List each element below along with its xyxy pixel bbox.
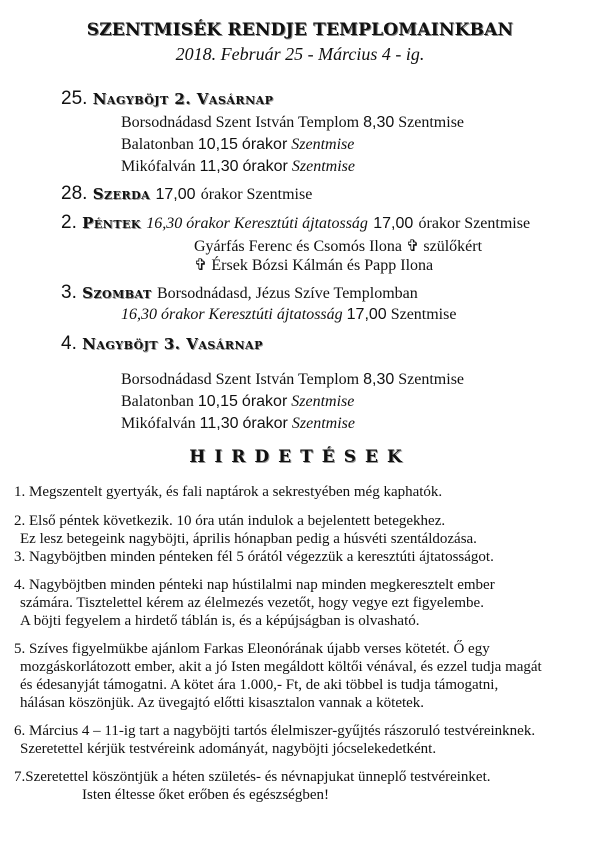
intention-suffix: szülőkért bbox=[423, 238, 483, 255]
place: Borsodnádasd Szent István Templom bbox=[121, 371, 360, 388]
day-heading-sunday-1 bbox=[61, 88, 273, 110]
location: Borsodnádasd, Jézus Szíve Templomban bbox=[156, 285, 418, 302]
day-heading-sunday-2 bbox=[61, 333, 263, 355]
announcement-5: 5. Szíves figyelmükbe ajánlom Farkas Eleonórának újabb verses kötetét. Ő egy bbox=[14, 641, 490, 657]
announcement-7-cont: Isten éltesse őket erőben és egészségben! bbox=[82, 787, 329, 803]
announcement-5-cont: mozgáskorlátozott ember, akit a jó Isten megáldott költői vénával, és ezzel tudja magát bbox=[20, 659, 542, 675]
announcement-2-cont: Ez lesz betegeink nagyböjti, április hónapban pedig a húsvéti szentáldozása. bbox=[20, 531, 477, 547]
time-unit: órakor bbox=[241, 136, 288, 153]
time-unit: órakor bbox=[241, 393, 288, 410]
time: 11,30 bbox=[199, 158, 239, 175]
day-name: Szombat bbox=[82, 284, 152, 302]
mass-label: Szentmise bbox=[390, 306, 457, 323]
intention-line bbox=[194, 236, 482, 256]
intention-names: Gyárfás Ferenc és Csomós Ilona bbox=[194, 238, 402, 255]
day-name: Nagyböjt 2. Vasárnap bbox=[92, 90, 274, 108]
announcement-1: 1. Megszentelt gyertyák, és fali naptárok a sekrestyében még kaphatók. bbox=[14, 484, 443, 500]
time: 17,00 bbox=[373, 215, 414, 232]
cross-icon: ✞ bbox=[405, 238, 420, 255]
mass-label: Szentmise bbox=[291, 415, 355, 432]
mass-label: órakor Szentmise bbox=[418, 215, 531, 232]
day-heading-wednesday bbox=[61, 183, 312, 205]
day-number: 4. bbox=[61, 333, 77, 354]
day-number: 2. bbox=[61, 212, 77, 233]
mass-line bbox=[121, 114, 464, 132]
time: 10,15 bbox=[197, 136, 238, 153]
time: 8,30 bbox=[363, 114, 395, 131]
time: 10,15 bbox=[197, 393, 238, 410]
mass-label: Szentmise bbox=[398, 114, 465, 131]
mass-line bbox=[121, 415, 355, 433]
announcements-heading: HIRDETÉSEK bbox=[189, 447, 411, 467]
place: Balatonban bbox=[121, 136, 194, 153]
mass-label: Szentmise bbox=[398, 371, 465, 388]
mass-label: Szentmise bbox=[291, 136, 355, 153]
place: Balatonban bbox=[121, 393, 194, 410]
time-unit: órakor bbox=[242, 158, 288, 175]
time-unit: órakor bbox=[242, 415, 288, 432]
day-heading-saturday bbox=[61, 282, 418, 304]
day-name: Péntek bbox=[82, 214, 141, 232]
announcement-4-cont: számára. Tisztelettel kérem az élelmezés vezetőt, hogy vegye ezt figyelembe. bbox=[20, 595, 484, 611]
announcement-5-cont: hálásan köszönjük. Az üvegajtó előtti kisasztalon vannak a kötetek. bbox=[20, 695, 425, 711]
stations-of-cross: 16,30 órakor Keresztúti ájtatosság bbox=[146, 215, 368, 232]
mass-label: Szentmise bbox=[291, 393, 355, 410]
announcement-4: 4. Nagyböjtben minden pénteki nap hústilalmi nap minden megkeresztelt ember bbox=[14, 577, 495, 593]
date-range: 2018. Február 25 - Március 4 - ig. bbox=[175, 44, 425, 64]
place: Mikófalván bbox=[121, 158, 196, 175]
day-name: Szerda bbox=[92, 185, 151, 203]
announcement-2: 2. Első péntek következik. 10 óra után indulok a bejelentett betegekhez. bbox=[14, 513, 446, 529]
day-heading-friday bbox=[61, 212, 530, 234]
announcement-6: 6. Március 4 – 11-ig tart a nagyböjti tartós élelmiszer-gyűjtés rászoruló testvéreinknek. bbox=[14, 723, 536, 739]
stations-of-cross: 16,30 órakor Keresztúti ájtatosság bbox=[121, 306, 343, 323]
announcement-5-cont: és édesanyját támogatni. A kötet ára 1.000,- Ft, de aki többel is tudja támogatni, bbox=[20, 677, 499, 693]
intention-line bbox=[194, 255, 433, 275]
place: Mikófalván bbox=[121, 415, 196, 432]
mass-label: órakor Szentmise bbox=[200, 186, 313, 203]
place: Borsodnádasd Szent István Templom bbox=[121, 114, 360, 131]
announcement-4-cont: A böjti fegyelem a hirdető táblán is, és a képújságban is olvasható. bbox=[20, 613, 420, 629]
mass-line bbox=[121, 371, 464, 389]
time: 11,30 bbox=[199, 415, 239, 432]
time: 17,00 bbox=[155, 186, 196, 203]
day-number: 28. bbox=[61, 183, 88, 204]
intention-names: Érsek Bózsi Kálmán és Papp Ilona bbox=[211, 257, 434, 274]
announcement-6-cont: Szeretettel kérjük testvéreink adományát, nagyböjti jócselekedetként. bbox=[20, 741, 437, 757]
page-title: SZENTMISÉK RENDJE TEMPLOMAINKBAN bbox=[86, 20, 514, 40]
mass-label: Szentmise bbox=[291, 158, 355, 175]
mass-line bbox=[121, 306, 456, 324]
time: 17,00 bbox=[346, 306, 387, 323]
day-number: 3. bbox=[61, 282, 77, 303]
day-name: Nagyböjt 3. Vasárnap bbox=[82, 335, 263, 353]
day-number: 25. bbox=[61, 88, 88, 109]
time: 8,30 bbox=[363, 371, 395, 388]
mass-line bbox=[121, 136, 354, 154]
announcement-3: 3. Nagyböjtben minden pénteken fél 5 órától végezzük a keresztúti ájtatosságot. bbox=[14, 549, 494, 565]
mass-line bbox=[121, 158, 355, 176]
cross-icon: ✞ bbox=[194, 257, 208, 274]
announcement-7: 7.Szeretettel köszöntjük a héten születés- és névnapjukat ünneplő testvéreinket. bbox=[14, 769, 491, 785]
mass-line bbox=[121, 393, 354, 411]
